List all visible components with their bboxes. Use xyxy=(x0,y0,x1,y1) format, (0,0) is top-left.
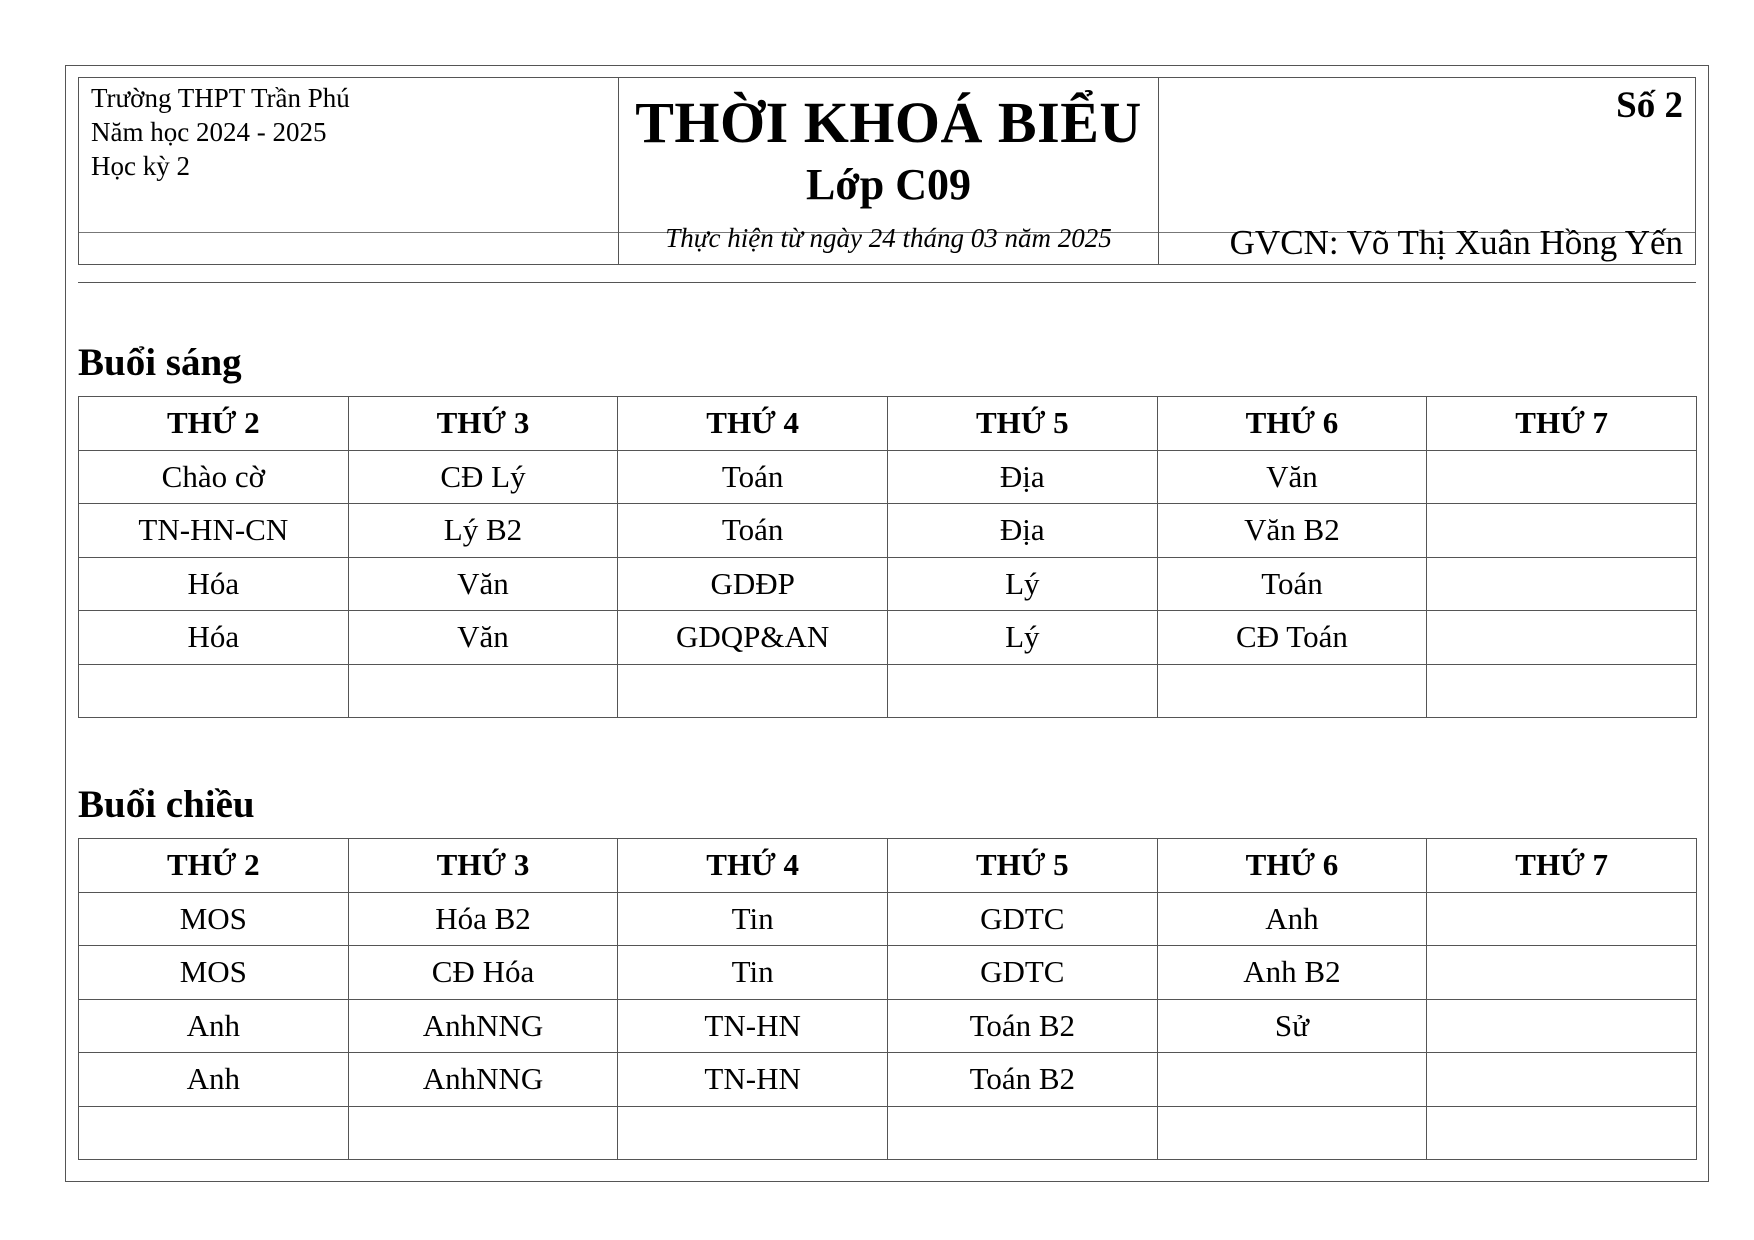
subject-cell xyxy=(1427,1106,1697,1160)
subject-cell: TN-HN xyxy=(618,1053,888,1107)
subject-cell xyxy=(1157,1053,1427,1107)
morning-timetable xyxy=(78,396,1697,718)
subject-cell xyxy=(1427,450,1697,504)
subject-cell xyxy=(79,664,349,718)
morning-session-title: Buổi sáng xyxy=(78,341,242,384)
subject-cell: Hóa B2 xyxy=(348,892,618,946)
subject-cell xyxy=(618,664,888,718)
subject-cell: Tin xyxy=(618,946,888,1000)
timetable-header xyxy=(78,77,1696,265)
teacher-cell xyxy=(1159,78,1695,264)
semester: Học kỳ 2 xyxy=(91,151,190,181)
day-header: THỨ 5 xyxy=(887,397,1157,451)
subject-cell xyxy=(887,664,1157,718)
subject-cell: CĐ Toán xyxy=(1157,611,1427,665)
day-header: THỨ 2 xyxy=(79,397,349,451)
subject-cell: CĐ Hóa xyxy=(348,946,618,1000)
day-header: THỨ 6 xyxy=(1157,839,1427,893)
subject-cell xyxy=(1427,999,1697,1053)
subject-cell: Tin xyxy=(618,892,888,946)
day-header: THỨ 2 xyxy=(79,839,349,893)
subject-cell: Địa xyxy=(887,504,1157,558)
subject-cell: Anh xyxy=(1157,892,1427,946)
day-header: THỨ 5 xyxy=(887,839,1157,893)
subject-cell: CĐ Lý xyxy=(348,450,618,504)
subject-cell: Địa xyxy=(887,450,1157,504)
subject-cell: GDQP&AN xyxy=(618,611,888,665)
subject-cell: AnhNNG xyxy=(348,999,618,1053)
subject-cell xyxy=(1157,664,1427,718)
period-row xyxy=(79,611,1697,665)
period-row xyxy=(79,504,1697,558)
effective-date: Thực hiện từ ngày 24 tháng 03 năm 2025 xyxy=(665,223,1112,253)
subject-cell xyxy=(1427,611,1697,665)
subject-cell: Sử xyxy=(1157,999,1427,1053)
school-info-cell xyxy=(79,78,619,264)
school-name: Trường THPT Trần Phú xyxy=(91,83,350,113)
subject-cell xyxy=(1427,946,1697,1000)
subject-cell: Toán xyxy=(618,450,888,504)
subject-cell: Văn B2 xyxy=(1157,504,1427,558)
afternoon-timetable xyxy=(78,838,1697,1160)
day-header: THỨ 4 xyxy=(618,397,888,451)
subject-cell xyxy=(1157,1106,1427,1160)
subject-cell: Toán B2 xyxy=(887,1053,1157,1107)
subject-cell: Văn xyxy=(1157,450,1427,504)
subject-cell: Toán xyxy=(618,504,888,558)
subject-cell xyxy=(1427,504,1697,558)
subject-cell xyxy=(1427,557,1697,611)
subject-cell xyxy=(1427,892,1697,946)
subject-cell xyxy=(1427,1053,1697,1107)
period-row xyxy=(79,450,1697,504)
day-header: THỨ 4 xyxy=(618,839,888,893)
period-row xyxy=(79,1053,1697,1107)
period-row xyxy=(79,557,1697,611)
day-header: THỨ 7 xyxy=(1427,839,1697,893)
homeroom-teacher: GVCN: Võ Thị Xuân Hồng Yến xyxy=(1229,223,1683,262)
subject-cell: Anh B2 xyxy=(1157,946,1427,1000)
title-cell xyxy=(619,78,1159,264)
day-header: THỨ 6 xyxy=(1157,397,1427,451)
afternoon-session-title: Buổi chiều xyxy=(78,783,255,826)
subject-cell xyxy=(1427,664,1697,718)
class-name: Lớp C09 xyxy=(806,160,971,209)
subject-cell: AnhNNG xyxy=(348,1053,618,1107)
subject-cell: Anh xyxy=(79,999,349,1053)
subject-cell xyxy=(618,1106,888,1160)
subject-cell: Lý xyxy=(887,557,1157,611)
subject-cell xyxy=(348,664,618,718)
subject-cell: Hóa xyxy=(79,611,349,665)
subject-cell: Lý B2 xyxy=(348,504,618,558)
subject-cell: GDĐP xyxy=(618,557,888,611)
header-separator xyxy=(78,282,1696,283)
subject-cell: TN-HN xyxy=(618,999,888,1053)
header-row xyxy=(79,397,1697,451)
school-year: Năm học 2024 - 2025 xyxy=(91,117,327,147)
school-info xyxy=(91,81,350,183)
subject-cell xyxy=(887,1106,1157,1160)
subject-cell: Toán B2 xyxy=(887,999,1157,1053)
subject-cell: TN-HN-CN xyxy=(79,504,349,558)
subject-cell xyxy=(79,1106,349,1160)
subject-cell: Chào cờ xyxy=(79,450,349,504)
day-header: THỨ 7 xyxy=(1427,397,1697,451)
day-header: THỨ 3 xyxy=(348,397,618,451)
page-title: THỜI KHOÁ BIỂU xyxy=(635,90,1142,155)
subject-cell xyxy=(348,1106,618,1160)
subject-cell: Anh xyxy=(79,1053,349,1107)
subject-cell: MOS xyxy=(79,946,349,1000)
subject-cell: Lý xyxy=(887,611,1157,665)
document-number: Số 2 xyxy=(1616,85,1683,126)
day-header: THỨ 3 xyxy=(348,839,618,893)
subject-cell: GDTC xyxy=(887,892,1157,946)
period-row xyxy=(79,946,1697,1000)
subject-cell: Hóa xyxy=(79,557,349,611)
subject-cell: Toán xyxy=(1157,557,1427,611)
period-row xyxy=(79,664,1697,718)
header-divider xyxy=(79,232,618,233)
period-row xyxy=(79,999,1697,1053)
header-row xyxy=(79,839,1697,893)
period-row xyxy=(79,1106,1697,1160)
subject-cell: Văn xyxy=(348,611,618,665)
subject-cell: Văn xyxy=(348,557,618,611)
period-row xyxy=(79,892,1697,946)
subject-cell: MOS xyxy=(79,892,349,946)
subject-cell: GDTC xyxy=(887,946,1157,1000)
